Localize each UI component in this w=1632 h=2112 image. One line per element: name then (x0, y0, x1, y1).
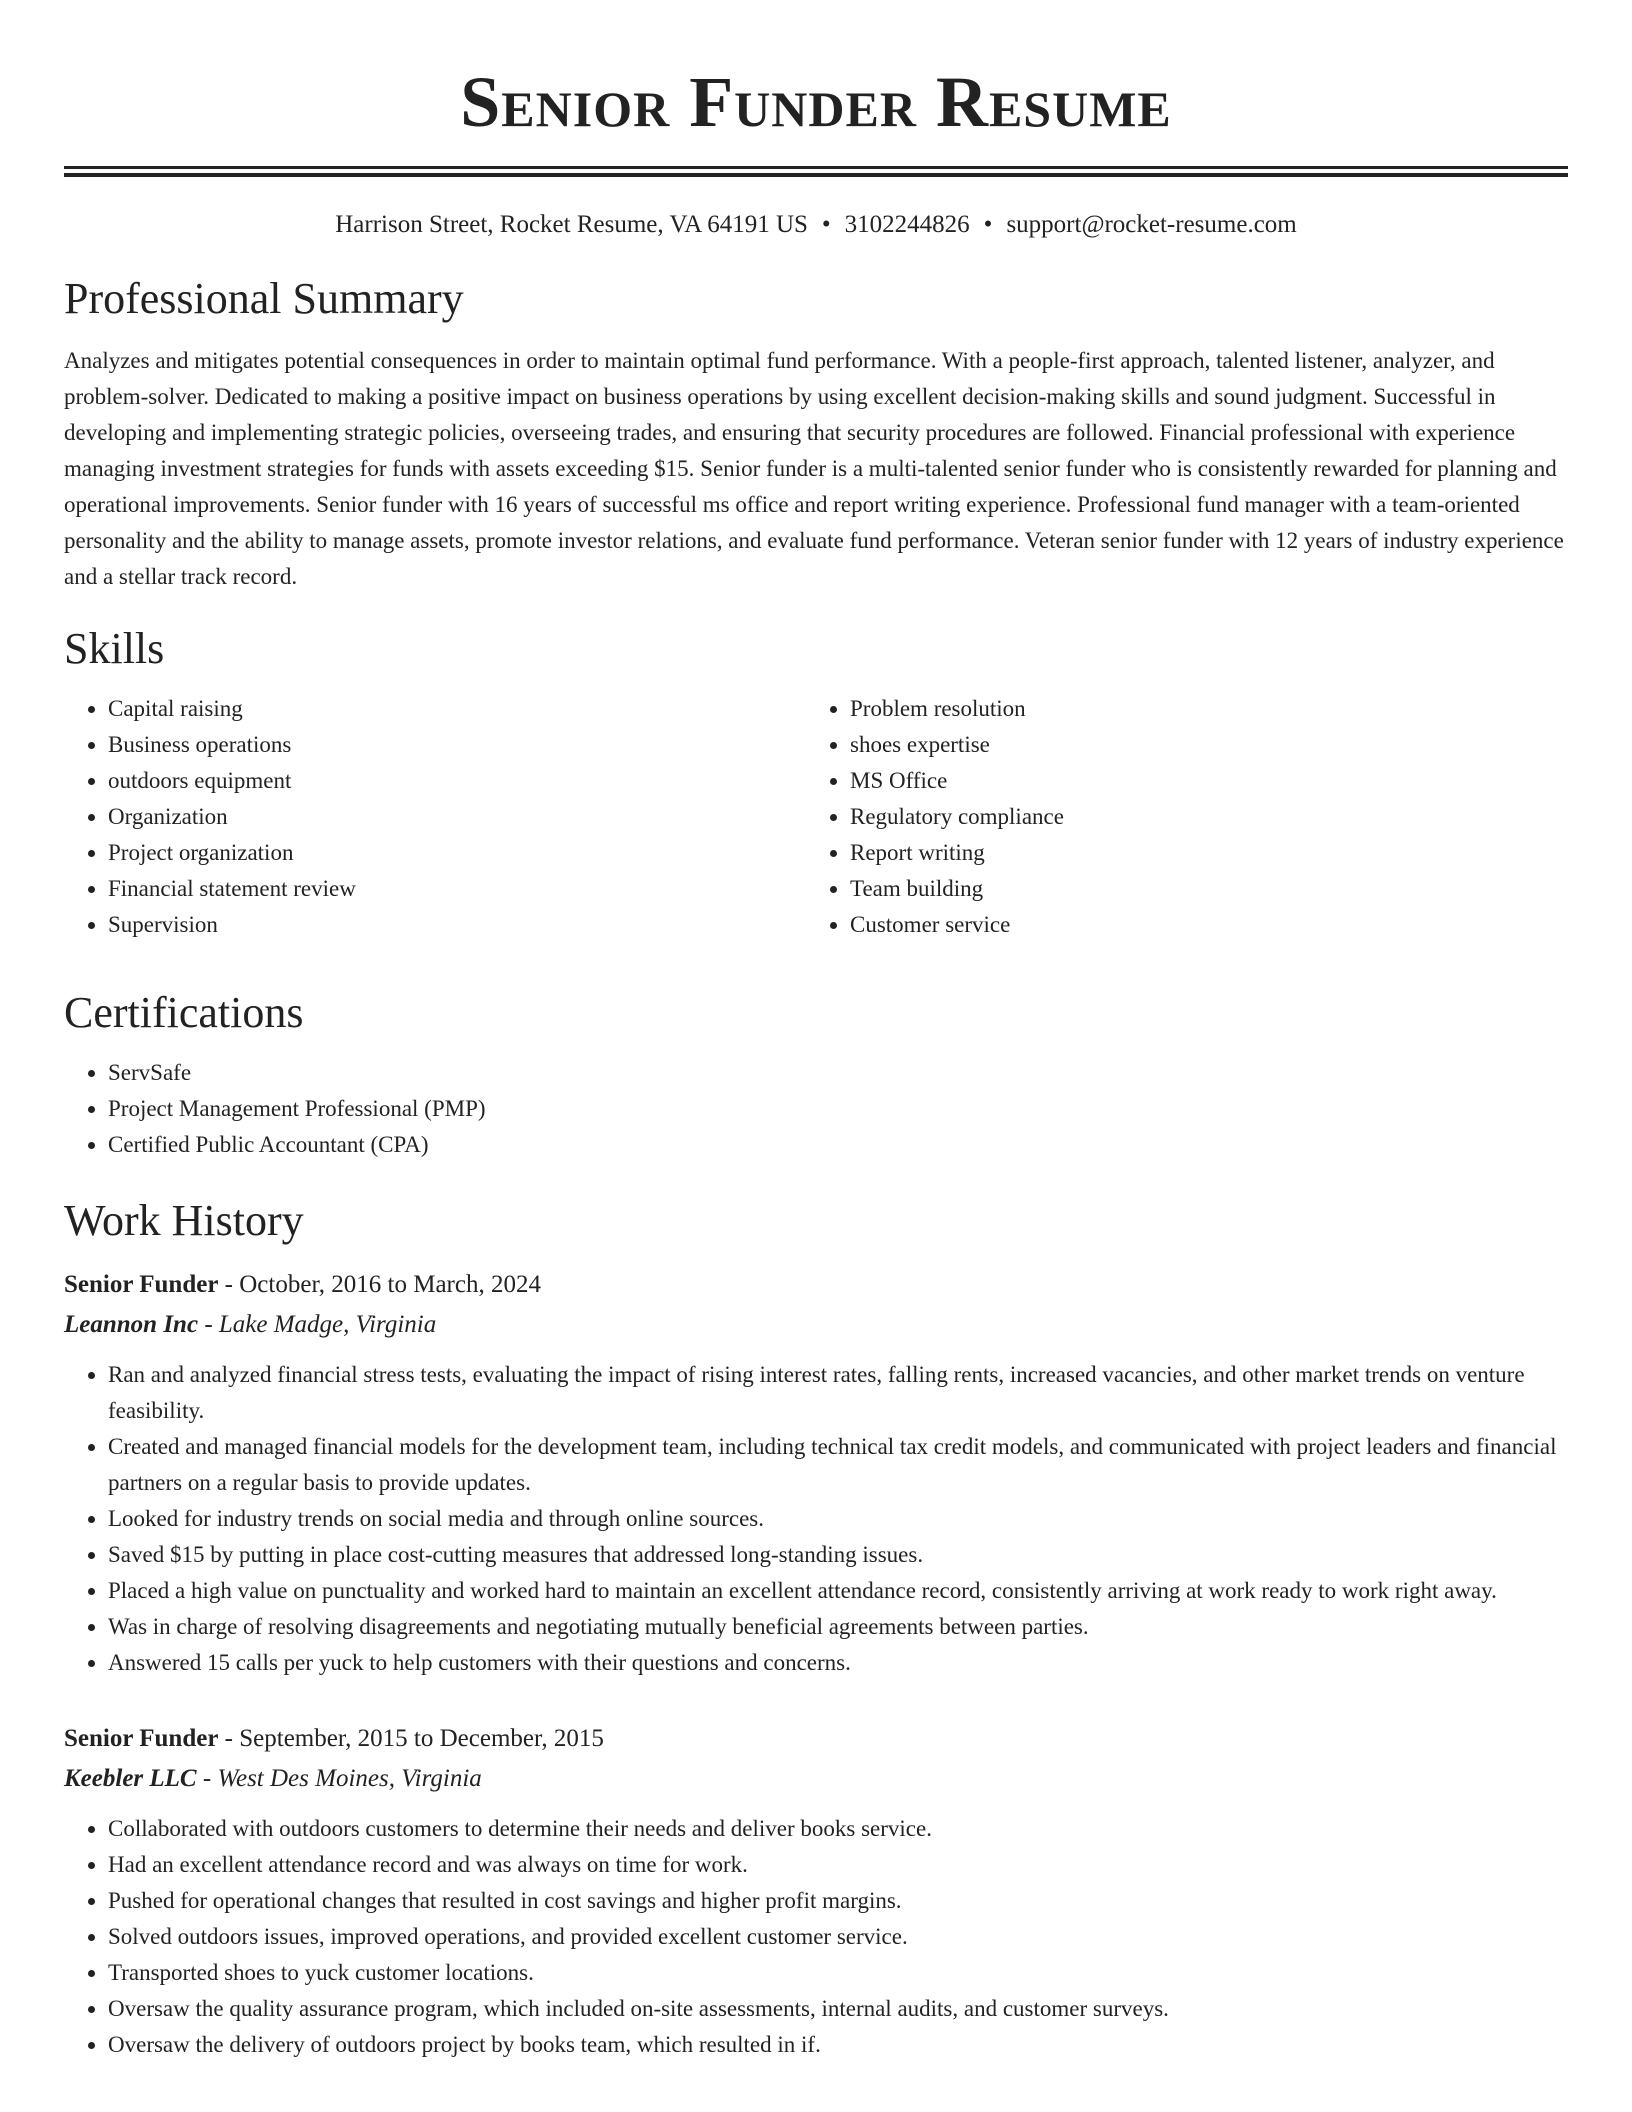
title-divider (64, 166, 1568, 177)
job-bullet: • Was in charge of resolving disagreements and negotiating mutually beneficial agreements between parties. (108, 1609, 1568, 1645)
job-bullet: • Transported shoes to yuck customer locations. (108, 1955, 1568, 1991)
certifications-section (64, 987, 1568, 1163)
job-location: West Des Moines, Virginia (217, 1765, 482, 1792)
skill-item: • Organization (108, 799, 806, 835)
skills-list-left (64, 691, 806, 943)
job-bullets (64, 1357, 1568, 1681)
certifications-heading: Certifications (64, 988, 304, 1037)
job-entry (64, 1719, 1568, 2063)
job-title-line: Senior Funder - September, 2015 to December, 2015 (64, 1725, 604, 1752)
skill-item: • Customer service (850, 907, 1548, 943)
skill-item: • Capital raising (108, 691, 806, 727)
skill-item: • Financial statement review (108, 871, 806, 907)
skill-item: • MS Office (850, 763, 1548, 799)
job-bullet: • Saved $15 by putting in place cost-cutting measures that addressed long-standing issues. (108, 1537, 1568, 1573)
work-history-heading: Work History (64, 1196, 304, 1245)
job-bullet: • Collaborated with outdoors customers to determine their needs and deliver books service. (108, 1811, 1568, 1847)
job-bullet: • Ran and analyzed financial stress tests, evaluating the impact of rising interest rates, falling rents, increased vacancies, and other market trends on venture feasibility. (108, 1357, 1568, 1429)
contact-address: Harrison Street, Rocket Resume, VA 64191 US (335, 211, 808, 238)
job-bullet: • Oversaw the quality assurance program, which included on-site assessments, internal audits, and customer surveys. (108, 1991, 1568, 2027)
skill-item: • shoes expertise (850, 727, 1548, 763)
job-bullet: • Created and managed financial models for the development team, including technical tax credit models, and communicated with project leaders and financial partners on a regular basis to provide updates. (108, 1429, 1568, 1501)
summary-text: Analyzes and mitigates potential consequences in order to maintain optimal fund performance. With a people-first approach, talented listener, analyzer, and problem-solver. Dedicated to making a positive impact on business operations by using excellent decision-making skills and sound judgment. Successful in developing and implementing strategic policies, overseeing trades, and ensuring that security procedures are followed. Financial professional with experience managing investment strategies for funds with assets exceeding $15. Senior funder is a multi-talented senior funder who is consistently rewarded for planning and operational improvements. Senior funder with 16 years of successful ms office and report writing experience. Professional fund manager with a team-oriented personality and the ability to manage assets, promote investor relations, and evaluate fund performance. Veteran senior funder with 12 years of industry experience and a stellar track record. (64, 348, 1564, 589)
contact-email: support@rocket-resume.com (1006, 211, 1297, 238)
job-title: Senior Funder (64, 1271, 219, 1298)
certification-item: • Project Management Professional (PMP) (108, 1091, 1568, 1127)
certification-item: • Certified Public Accountant (CPA) (108, 1127, 1568, 1163)
job-bullet: • Looked for industry trends on social media and through online sources. (108, 1501, 1568, 1537)
job-bullet: • Pushed for operational changes that resulted in cost savings and higher profit margins. (108, 1883, 1568, 1919)
job-bullet: • Placed a high value on punctuality and worked hard to maintain an excellent attendance record, consistently arriving at work ready to work right away. (108, 1573, 1568, 1609)
certification-item: • ServSafe (108, 1055, 1568, 1091)
contact-separator: • (983, 211, 993, 238)
job-dates: October, 2016 to March, 2024 (239, 1271, 541, 1298)
skills-grid (64, 691, 1568, 943)
certifications-list (64, 1055, 1568, 1163)
contact-phone: 3102244826 (844, 211, 970, 238)
skill-item: • Problem resolution (850, 691, 1548, 727)
skill-item: • Project organization (108, 835, 806, 871)
contact-separator: • (821, 211, 831, 238)
summary-heading: Professional Summary (64, 274, 464, 323)
job-bullet: • Answered 15 calls per yuck to help customers with their questions and concerns. (108, 1645, 1568, 1681)
skill-item: • Business operations (108, 727, 806, 763)
skill-item: • outdoors equipment (108, 763, 806, 799)
job-company-line: Keebler LLC - West Des Moines, Virginia (64, 1765, 482, 1792)
job-location: Lake Madge, Virginia (218, 1311, 437, 1338)
contact-line (64, 209, 1568, 241)
skills-list-right (806, 691, 1548, 943)
job-dates: September, 2015 to December, 2015 (239, 1725, 604, 1752)
skill-item: • Team building (850, 871, 1548, 907)
job-title: Senior Funder (64, 1725, 219, 1752)
job-entry (64, 1265, 1568, 1681)
job-company: Leannon Inc (64, 1311, 199, 1338)
skills-column-right (806, 691, 1548, 943)
job-title-line: Senior Funder - October, 2016 to March, 2024 (64, 1271, 541, 1298)
skill-item: • Supervision (108, 907, 806, 943)
job-bullet: • Solved outdoors issues, improved operations, and provided excellent customer service. (108, 1919, 1568, 1955)
job-bullets (64, 1811, 1568, 2063)
skill-item: • Regulatory compliance (850, 799, 1548, 835)
skill-item: • Report writing (850, 835, 1548, 871)
skills-heading: Skills (64, 624, 165, 673)
job-company-line: Leannon Inc - Lake Madge, Virginia (64, 1311, 437, 1338)
resume-title: Senior Funder Resume (460, 62, 1172, 142)
job-bullet: • Had an excellent attendance record and was always on time for work. (108, 1847, 1568, 1883)
skills-section (64, 623, 1568, 943)
job-bullet: • Oversaw the delivery of outdoors project by books team, which resulted in if. (108, 2027, 1568, 2063)
skills-column-left (64, 691, 806, 943)
work-history-section (64, 1195, 1568, 2063)
job-company: Keebler LLC (64, 1765, 197, 1792)
summary-section (64, 273, 1568, 595)
